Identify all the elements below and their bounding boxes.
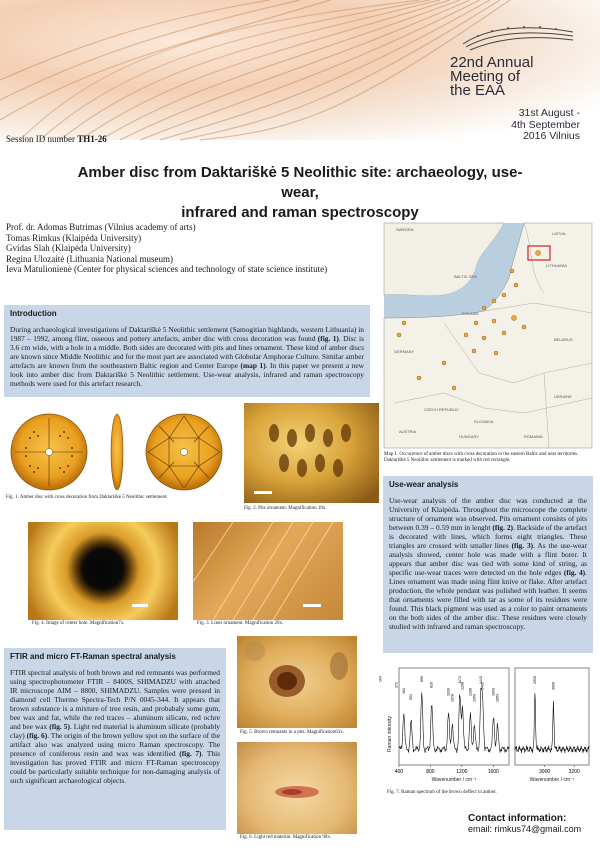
raman-peak-label-0-10: 1308 (468, 688, 473, 696)
map-label-latvia: LATVIA (552, 231, 566, 236)
map-label-romania: ROMANIA (524, 434, 543, 439)
session-id (6, 134, 107, 144)
raman-xlabel-2: Wavenumber / cm⁻¹ (529, 777, 575, 783)
use-wear-heading: Use-wear analysis (389, 480, 459, 489)
fig2-caption: Fig. 2. Pits ornament. Magnification 10x. (244, 506, 327, 511)
raman-peak-label-0-8: 1174 (457, 676, 462, 684)
map-label-ukraine: UKRAINE (554, 394, 572, 399)
use-wear-ref-fig4: (fig. 4) (563, 568, 586, 577)
ftir-box (4, 648, 226, 830)
conference-title-1: 22nd Annual (450, 54, 534, 71)
map-image (384, 223, 592, 448)
fig7-raman-spectrum-chart (378, 662, 593, 784)
raman-panel-1-frame (399, 668, 509, 765)
raman-peak-label-1-0: 2935 (533, 676, 537, 684)
intro-ref-fig1: (fig. 1) (317, 334, 339, 343)
ftir-text-1: FTIR spectral analysis of both brown and red remnants was performed using spectrophotometer FTIR – 8400S, SHIMADZU with attached IR microscope AIM – 8800, SHIMADZU. Samples were pressed in diamond cell Thermo Spectra-Tech P/N 0045-344. It appears that brown substance is a mixture of tree resin, and probabaly some gum, bee wax and fat, while the red traces – aluminum silicate, red ochre and bee wax (10, 668, 220, 731)
map-caption: Map 1. Occurrence of amber discs with cross decoration in the eastern Baltic and near territories. Daktariškė 5 Neolithic settlement is marked with red rectangle. (384, 452, 579, 463)
contact-info (468, 813, 581, 834)
raman-ylabel: Raman intensity (387, 716, 393, 752)
eaa-logo-icon (458, 22, 578, 52)
raman-peak-label-0-11: 1359 (472, 694, 477, 702)
intro-text-2: . Disc is 3.6 cm wide, with a hole in a middle. Both sides are decorated with pits and lines ornament. These kind of amber discs are known since Middle Neolithic and for the most part are associated with Globular Amphorae Culture. Similar amber artefacts are known from the southeastern Baltic region and Center Europe (10, 334, 364, 370)
raman-xtick-label-1-1: 3200 (568, 769, 580, 775)
ftir-text-2: . Light red material is aluminum silicate (probably clay) (10, 722, 220, 740)
fig5-caption: Fig. 5. Brown remnants in a pits. Magnification63x. (240, 730, 345, 735)
session-label: Session ID number (6, 134, 75, 144)
raman-xtick-label-0-1: 800 (426, 769, 435, 775)
contact-email[interactable]: email: rimkus74@gmail.com (468, 824, 582, 834)
fig2-pits-image (244, 403, 379, 503)
intro-ref-map1: (map 1) (240, 361, 266, 370)
map-label-lithuania: LITHUANIA (546, 263, 567, 268)
raman-peak-label-0-15: 1654 (495, 694, 500, 702)
map-label-slovakia: SLOVAKIA (474, 419, 494, 424)
map-label-czech: CZECH REPUBLIC (424, 407, 459, 412)
conference-dates-2: 4th September (511, 118, 580, 131)
poster-title-line1: Amber disc from Daktariškė 5 Neolithic site: archaeology, use-wear, (77, 164, 523, 201)
conference-dates-3: 2016 Vilnius (522, 130, 580, 142)
author-4: Regina Ulozaitė (Lithuania National museum) (6, 253, 173, 264)
conference-info (450, 56, 590, 143)
fig3-caption: Fig. 3. Lines ornament. Magnification 20x. (197, 621, 284, 626)
raman-xtick-label-1-0: 3000 (539, 769, 551, 775)
intro-text-3: . In this paper we present a new look into amber disc from Daktariškė 5 Neolithic settlement. Use-wear analysis, infrared and raman spectroscopy methods were used for this artefact research. (10, 361, 364, 388)
raman-peak-label-0-13: 1465 (480, 682, 485, 690)
fig1-caption: Fig. 1. Amber disc with cross decoration from Daktariškė 5 Neolithic settlement. (6, 495, 168, 500)
introduction-text (4, 322, 370, 391)
ftir-ref-fig6: (fig. 6) (26, 731, 48, 740)
use-wear-text-2: . Backside of the artefact is decorated with lines, which forms eight triangles. These triangles are crossed with smaller lines (389, 523, 587, 550)
contact-title: Contact information: (468, 813, 567, 824)
ftir-text-4: . This investigation has proved FTIR and micro FT-Raman spectroscopy could be particularly suitable technique for non-damaging analysis of such significant archaeological objects. (10, 749, 220, 785)
raman-peak-label-1-1: 3060 (551, 682, 556, 690)
author-3: Gvidas Slah (Klaipėda University) (6, 243, 131, 253)
session-code: TH1-26 (77, 134, 107, 144)
raman-xtick-label-0-2: 1200 (456, 769, 468, 775)
use-wear-text-1: Use-wear analysis of the amber disc was conducted at the University of Klaipėda. Throughout the microscope the complete structure of ornament was observed. Pits ornament consists of pits between 0.39 – 0.59 mm in lenght (389, 496, 587, 532)
intro-text-1: During archaeological investigations of Daktariškė 5 Neolithic settlement (Samogitian highlands, western Lithuania) in 1987 – 1992, among flint, osseous and pottery artefacts, amber disc with cross decoration was found (10, 325, 364, 343)
map-label-poland: POLAND (462, 311, 479, 316)
map-label-austria: AUSTRIA (399, 429, 417, 434)
map-label-germany: GERMANY (394, 349, 415, 354)
raman-peak-label-0-1: 371 (394, 682, 399, 688)
poster-title-line2: infrared and raman spectroscopy (181, 204, 419, 221)
fig6-caption: Fig. 6. Light red material. Magnification 90x. (240, 835, 332, 840)
introduction-heading: Introduction (10, 309, 57, 318)
raman-peak-label-0-0: 164 (378, 676, 383, 682)
author-5: Ieva Matulionienė (Center for physical sciences and technology of state science institute) (6, 264, 328, 274)
fig4-center-hole-image (28, 522, 178, 620)
raman-peak-label-0-4: 690 (419, 676, 424, 682)
raman-peak-label-0-3: 554 (409, 694, 414, 700)
author-list (6, 222, 327, 275)
fig4-caption: Fig. 4. Image of center hole. Magnification7x. (32, 621, 125, 626)
raman-peak-label-0-2: 461 (401, 688, 406, 694)
map-label-hungary: HUNGARY (459, 434, 479, 439)
ftir-ref-fig7: (fig. 7) (179, 749, 202, 758)
raman-peak-label-0-5: 816 (429, 682, 434, 688)
conference-title-2: Meeting of (450, 68, 521, 85)
raman-peak-label-0-9: 1208 (460, 682, 465, 690)
introduction-box (4, 305, 370, 397)
raman-peak-label-0-7: 1078 (450, 694, 455, 702)
use-wear-box (383, 476, 593, 653)
raman-xtick-label-0-0: 400 (394, 769, 404, 775)
use-wear-ref-fig3: (fig. 3) (511, 541, 534, 550)
use-wear-ref-fig2: (fig. 2) (492, 523, 514, 532)
conference-title-3: the EAA (450, 82, 506, 99)
author-1: Prof. dr. Adomas Butrimas (Vilnius academy of arts) (6, 222, 196, 232)
ftir-ref-fig5: (fig. 5) (49, 722, 70, 731)
ftir-heading: FTIR and micro FT-Raman spectral analysis (10, 652, 176, 661)
raman-xlabel-1: Wavenumber / cm⁻¹ (431, 777, 477, 783)
raman-peak-label-0-12: 1443 (479, 676, 483, 684)
author-2: Tomas Rimkus (Klaipėda University) (6, 232, 142, 243)
fig7-caption: Fig. 7. Raman spectrum of the brown deffect in amber. (387, 790, 497, 795)
raman-peak-label-0-14: 1603 (491, 688, 496, 696)
raman-spectrum-line-1 (515, 693, 589, 753)
ftir-text (4, 665, 226, 788)
poster-title (60, 163, 540, 223)
fig3-lines-image (193, 522, 343, 620)
fig5-brown-remnants-image (237, 636, 357, 728)
raman-peak-label-0-6: 1030 (446, 688, 451, 696)
use-wear-text (383, 493, 593, 634)
raman-xtick-label-0-3: 1600 (487, 769, 499, 775)
map-label-baltic-sea: BALTIC SEA (454, 274, 477, 279)
map-label-sweden: SWEDEN (396, 227, 414, 232)
fig1-amber-disc-image (4, 410, 229, 492)
map-label-belarus: BELARUS (554, 337, 573, 342)
use-wear-text-3: . As the use-wear analysis showed, center hole was made with a flint borer. It appears that amber disc was tied with some kind of string, as specific use-wear traces were detected on the hole edges (389, 541, 588, 577)
raman-chart-svg (378, 662, 593, 784)
ftir-text-3: . The origin of the brown yellow spot on the surface of the artifact also was analyzed using micro Raman spectroscopy. The presence of coniferous resin and wax was identified (10, 731, 221, 758)
conference-dates-1: 31st August - (518, 107, 580, 119)
use-wear-text-4: . Lines ornament was made using flint knive or flake. After artefact production, the whole pendant was polished with leather. It seems that ornaments were filled with tar as some of its residues were found. This black pigment was used as a color to paint ornaments on the both sides of the amber disc. These residues were closely studied with infrared and raman spectroscopy. (389, 568, 587, 631)
fig6-red-material-image (237, 742, 357, 834)
